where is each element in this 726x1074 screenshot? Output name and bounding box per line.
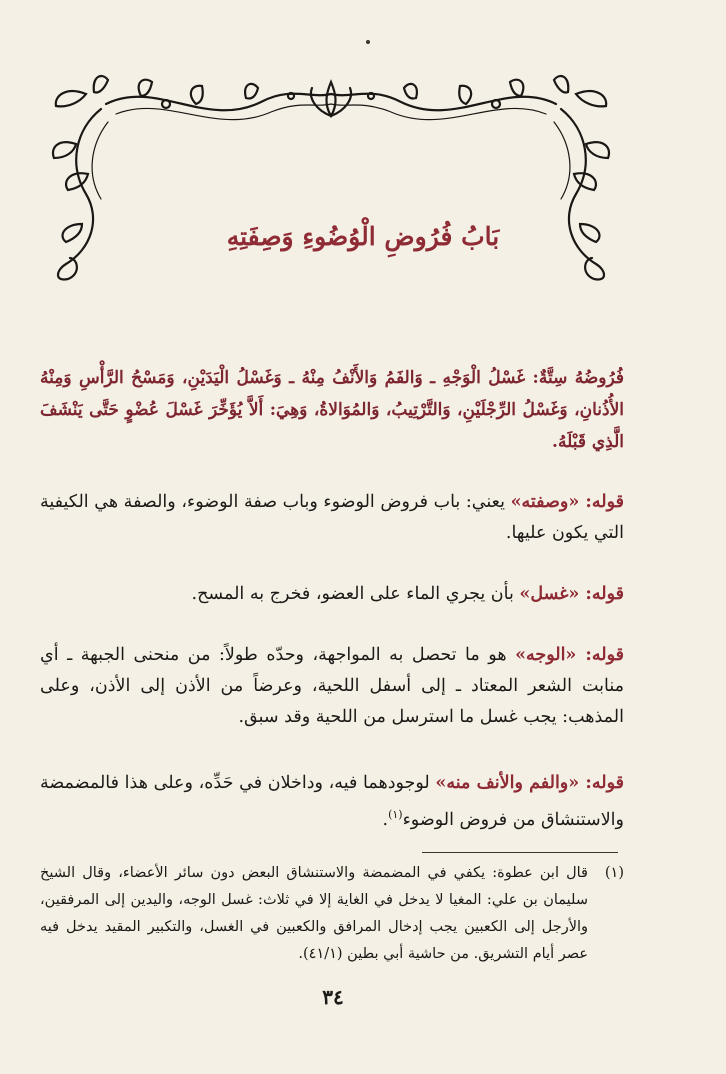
commentary-paragraph bbox=[40, 768, 624, 836]
qawl-label: قوله: «الوجه» bbox=[515, 645, 625, 665]
page-dot bbox=[366, 40, 370, 44]
paragraph-text: بأن يجري الماء على العضو، فخرج به المسح. bbox=[191, 584, 520, 604]
paragraph-end-mark: . bbox=[382, 809, 389, 830]
commentary-paragraph bbox=[40, 487, 624, 549]
footnote bbox=[40, 860, 624, 968]
paragraph-text: يعني: باب فروض الوضوء وباب صفة الوضوء، والصفة هي الكيفية التي يكون عليها. bbox=[40, 492, 624, 543]
qawl-label: قوله: «والفم والأنف منه» bbox=[435, 773, 624, 793]
footnote-reference[interactable]: (١) bbox=[388, 808, 403, 821]
chapter-title: بَابُ فُرُوضِ الْوُضُوءِ وَصِفَتِهِ bbox=[226, 222, 500, 251]
commentary-paragraph bbox=[40, 640, 624, 733]
qawl-label: قوله: «غسل» bbox=[519, 584, 624, 604]
paragraph-text: هو ما تحصل به المواجهة، وحدّه طولاً: من منحنى الجبهة ـ أي منابت الشعر المعتاد ـ إلى أسفل اللحية، وعرضاً من الأذن إلى الأذن، وعلى المذهب: يجب غسل ما استرسل من اللحية وقد سبق. bbox=[40, 645, 624, 727]
qawl-label: قوله: «وصفته» bbox=[510, 492, 624, 512]
commentary-paragraph bbox=[40, 579, 624, 610]
page-number: ٣٤ bbox=[322, 985, 344, 1009]
matn-text: فُرُوضُهُ سِتَّةٌ: غَسْلُ الْوَجْهِ ـ وَالفَمُ وَالأَنْفُ مِنْهُ ـ وَغَسْلُ الْيَدَيْنِ، وَمَسْحُ الرَّأْسِ وَمِنْهُ الأُذُنانِ، وَغَسْلُ الرِّجْلَيْنِ، وَالتَّرْتِيبُ، وَالمُوَالاةُ، وَهِيَ: أَلاَّ يُؤَخِّرَ غَسْلَ عُضْوٍ حَتَّى يَنْشَفَ الَّذِي قَبْلَهُ. bbox=[40, 368, 624, 452]
floral-ornament-frame-icon bbox=[46, 74, 616, 284]
footnote-mark: (١) bbox=[604, 865, 624, 881]
footnote-text: قال ابن عطوة: يكفي في المضمضة والاستنشاق البعض دون سائر الأعضاء، وقال الشيخ سليمان بن علي: المغيا لا يدخل في الغاية إلا في ثلاث: غسل الوجه، واليدين إلى المرفقين، والأرجل إلى الكعبين يجب إدخال المرافق والكعبين في الغسل، والتكبير المقيد يدخل فيه عصر أيام التشريق. من حاشية أبي بطين (٤١/١). bbox=[40, 865, 588, 962]
paragraph-text: لوجودهما فيه، وداخلان في حَدِّه، وعلى هذا فالمضمضة والاستنشاق من فروض الوضوء bbox=[40, 773, 624, 830]
footnote-divider bbox=[422, 852, 618, 853]
